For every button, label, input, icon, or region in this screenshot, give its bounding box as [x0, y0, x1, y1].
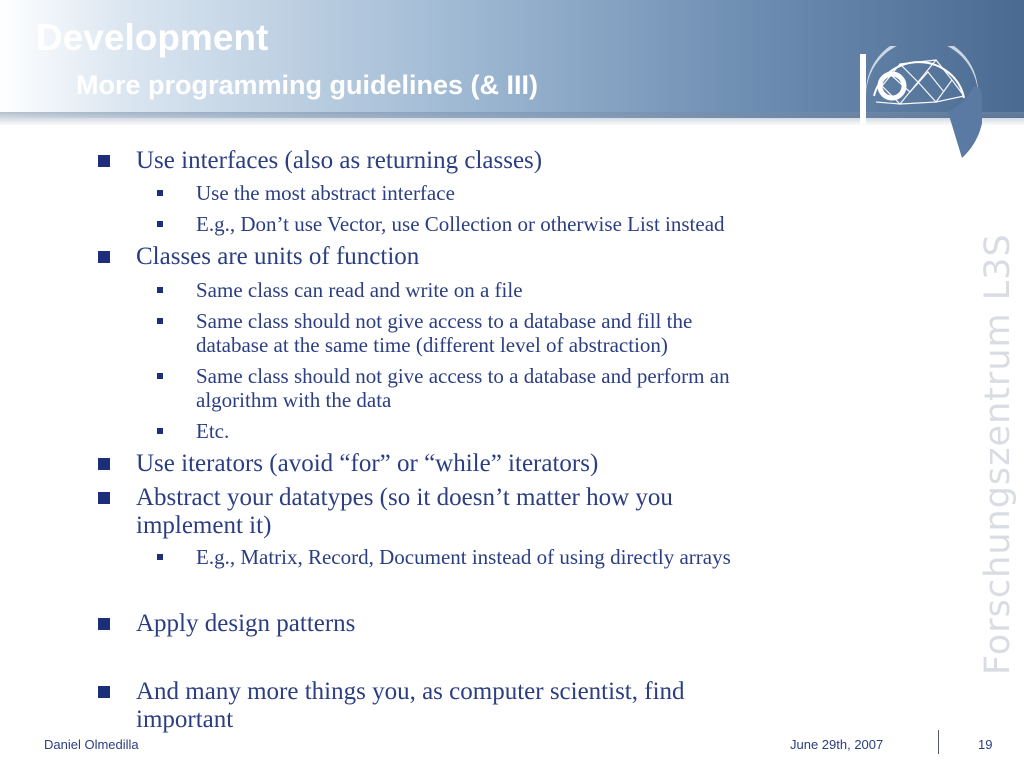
sub-bullet-text: Same class should not give access to a database and perform an: [196, 364, 730, 388]
sub-bullet-marker-square: [157, 373, 163, 379]
page-number: 19: [978, 737, 993, 752]
sub-bullet-text: Same class should not give access to a database and fill the: [196, 309, 693, 333]
sub-bullet-text: Use the most abstract interface: [196, 181, 455, 205]
sub-bullet-marker-square: [157, 554, 163, 560]
sub-bullet-text: database at the same time (different level of abstraction): [196, 333, 668, 357]
side-watermark: Forschungszentrum L3S: [978, 233, 1018, 675]
bullet-marker-square: [98, 458, 110, 470]
slide-title: Development: [36, 17, 269, 58]
sub-bullet-marker-square: [157, 190, 163, 196]
bullet-text: Classes are units of function: [136, 243, 420, 270]
bullet-marker-square: [98, 251, 110, 263]
sub-bullet-text: Same class can read and write on a file: [196, 278, 523, 302]
bullet-marker-square: [98, 492, 110, 504]
bullet-marker-square: [98, 155, 110, 167]
sub-bullet-text: E.g., Don’t use Vector, use Collection or otherwise List instead: [196, 212, 725, 236]
bullet-text: Use interfaces (also as returning classes): [136, 147, 543, 174]
footer-author: Daniel Olmedilla: [44, 737, 139, 752]
bullet-text: implement it): [136, 512, 272, 539]
bullet-text: And many more things you, as computer scientist, find: [136, 678, 685, 705]
bullet-marker-square: [98, 686, 110, 698]
bullet-text: important: [136, 706, 234, 733]
footer-divider: [938, 730, 939, 754]
sub-bullet-marker-square: [157, 428, 163, 434]
bullet-marker-square: [98, 618, 110, 630]
sub-bullet-text: Etc.: [196, 419, 230, 443]
slide-subtitle: More programming guidelines (& III): [76, 70, 539, 100]
sub-bullet-text: algorithm with the data: [196, 388, 392, 412]
sub-bullet-text: E.g., Matrix, Record, Document instead of using directly arrays: [196, 545, 731, 569]
footer-date: June 29th, 2007: [790, 737, 884, 752]
bullet-text: Use iterators (avoid “for” or “while” iterators): [136, 450, 599, 477]
bullet-text: Apply design patterns: [136, 610, 356, 637]
sub-bullet-marker-square: [157, 287, 163, 293]
sub-bullet-marker-square: [157, 221, 163, 227]
bullet-text: Abstract your datatypes (so it doesn’t matter how you: [136, 484, 673, 511]
sub-bullet-marker-square: [157, 318, 163, 324]
